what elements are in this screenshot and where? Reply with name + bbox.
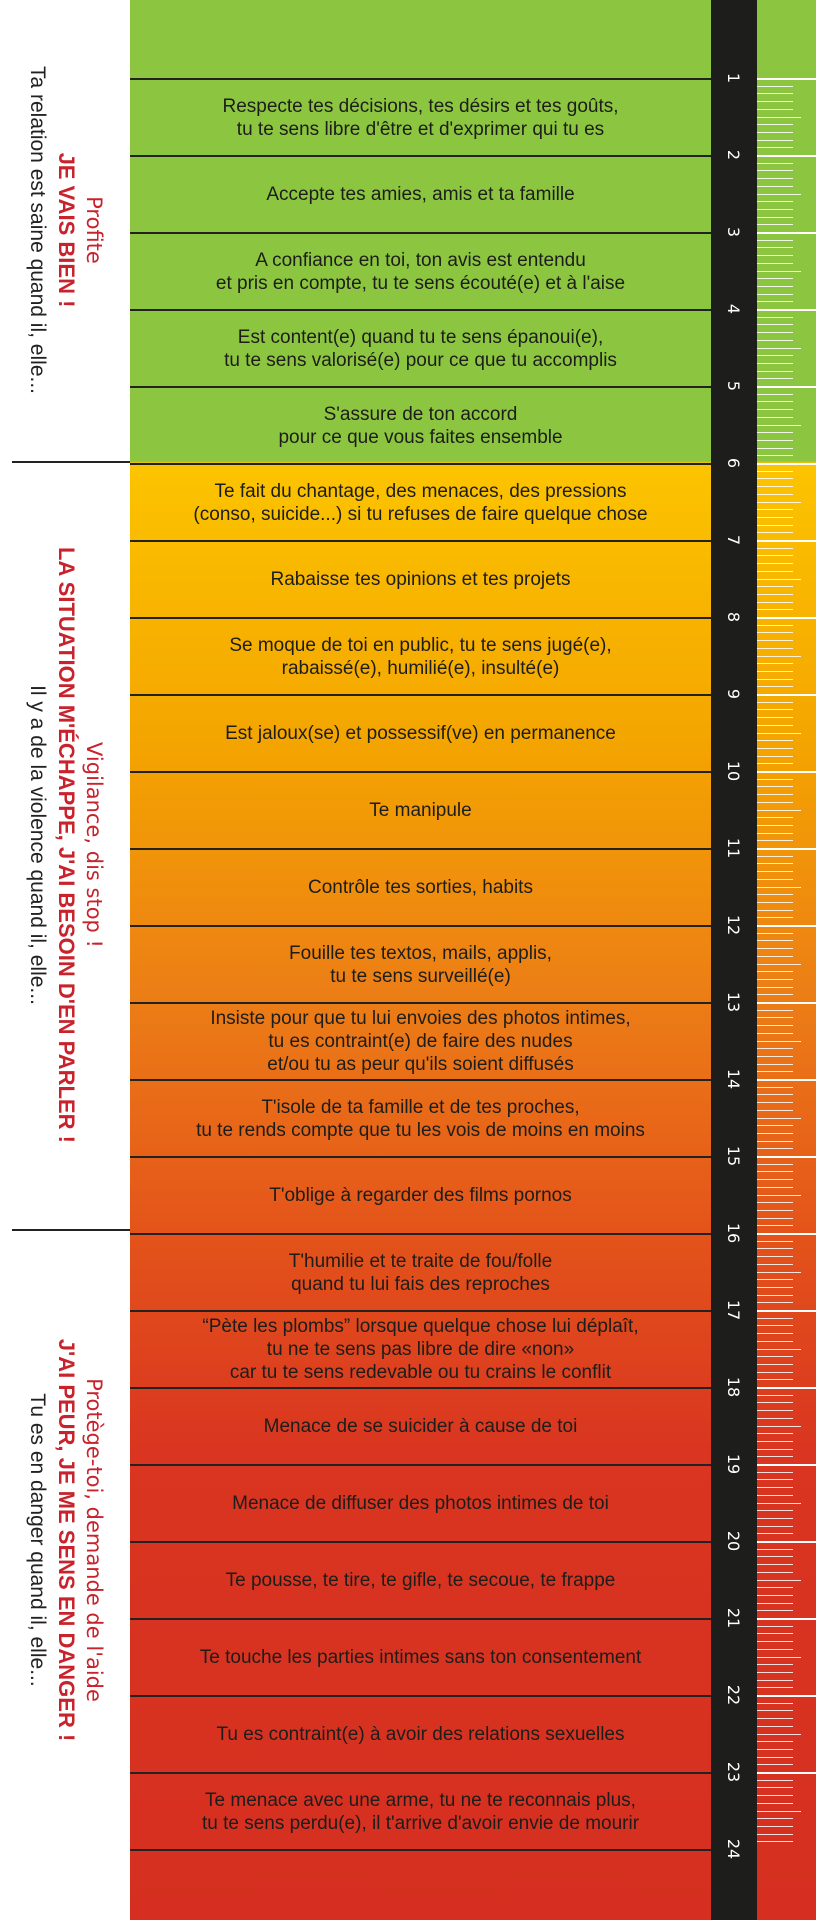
ruler-tick <box>757 1772 816 1774</box>
scale-number: 17 <box>724 1299 744 1321</box>
ruler-tick <box>757 1041 801 1042</box>
ruler-tick <box>757 232 816 234</box>
ruler-tick <box>757 640 793 641</box>
scale-item: Menace de diffuser des photos intimes de toi <box>232 1493 609 1514</box>
ruler-tick <box>757 1125 793 1126</box>
ruler-tick <box>757 1102 793 1103</box>
ruler-tick <box>757 1310 816 1312</box>
ruler-tick <box>757 571 793 572</box>
ruler-tick <box>757 1695 816 1697</box>
ruler-tick <box>757 301 793 302</box>
ruler-tick <box>757 1641 793 1642</box>
scale-item: Te pousse, te tire, te gifle, te secoue, te frappe <box>225 1570 616 1591</box>
ruler-tick <box>757 1110 793 1111</box>
scale-item: Est jaloux(se) et possessif(ve) en permanence <box>225 723 616 744</box>
ruler-tick <box>757 286 793 287</box>
ruler-tick <box>757 1503 801 1504</box>
scale-number: 10 <box>724 760 744 782</box>
scale-ruler <box>711 0 757 1920</box>
ruler-tick <box>757 86 793 87</box>
ruler-tick <box>757 1664 793 1665</box>
ruler-tick <box>757 1241 793 1242</box>
row-divider <box>130 1849 711 1851</box>
ruler-tick <box>757 1295 793 1296</box>
ruler-tick <box>757 1017 793 1018</box>
ruler-tick <box>757 1572 793 1573</box>
ruler-tick <box>757 1472 793 1473</box>
section-intro: Profite <box>82 196 106 264</box>
ruler-tick <box>757 1495 793 1496</box>
ruler-tick <box>757 1056 793 1057</box>
ruler-tick <box>757 625 793 626</box>
scale-number: 2 <box>724 149 744 161</box>
ruler-tick <box>757 656 801 657</box>
scale-item: Tu es contraint(e) à avoir des relations sexuelles <box>216 1724 625 1745</box>
section-label-healthy <box>15 5 115 455</box>
ruler-tick <box>757 1148 793 1149</box>
ruler-tick <box>757 1094 793 1095</box>
ruler-tick <box>757 1826 793 1827</box>
ruler-tick <box>757 987 793 988</box>
ruler-tick <box>757 1757 793 1758</box>
ruler-tick <box>757 1225 793 1226</box>
section-labels-column <box>0 0 130 1920</box>
ruler-tick <box>757 201 793 202</box>
ruler-tick <box>757 1841 793 1842</box>
ruler-tick <box>757 1603 793 1604</box>
scale-number: 13 <box>724 991 744 1013</box>
section-description: Ta relation est saine quand il, elle... <box>26 65 49 395</box>
ruler-tick <box>757 1364 793 1365</box>
scale-item: S'assure de ton accord pour ce que vous faites ensemble <box>278 403 563 448</box>
scale-number: 23 <box>724 1761 744 1783</box>
ruler-tick <box>757 894 793 895</box>
ruler-tick <box>757 371 793 372</box>
scale-number: 4 <box>724 303 744 315</box>
ruler-tick <box>757 632 793 633</box>
ruler-tick <box>757 1533 793 1534</box>
scale-number: 20 <box>724 1530 744 1552</box>
ruler-tick <box>757 240 793 241</box>
ruler-tick <box>757 1479 793 1480</box>
scale-number: 22 <box>724 1684 744 1706</box>
ruler-tick <box>757 401 793 402</box>
ruler-tick <box>757 648 793 649</box>
ruler-tick <box>757 609 793 610</box>
ruler-tick <box>757 871 793 872</box>
ruler-tick <box>757 1818 793 1819</box>
ruler-tick <box>757 771 816 773</box>
section-description: Il y a de la violence quand il, elle... <box>26 685 49 1005</box>
ruler-tick <box>757 502 801 503</box>
ruler-tick <box>757 1402 793 1403</box>
ruler-tick <box>757 348 801 349</box>
ruler-tick <box>757 1387 816 1389</box>
ruler-tick <box>757 1318 793 1319</box>
ruler-tick <box>757 332 793 333</box>
ruler-tick <box>757 1649 793 1650</box>
ruler-tick <box>757 717 793 718</box>
scale-number: 15 <box>724 1145 744 1167</box>
ruler-tick <box>757 1441 793 1442</box>
ruler-tick <box>757 140 793 141</box>
ruler-tick <box>757 940 793 941</box>
ruler-tick <box>757 186 793 187</box>
ruler-tick <box>757 563 793 564</box>
ruler-tick <box>757 1518 793 1519</box>
scale-number: 14 <box>724 1068 744 1090</box>
ruler-tick <box>757 1795 793 1796</box>
ruler-tick <box>757 363 793 364</box>
ruler-tick <box>757 1179 793 1180</box>
ruler-tick <box>757 1734 801 1735</box>
ruler-tick <box>757 694 816 696</box>
scale-item: Respecte tes décisions, tes désirs et tes goûts, tu te sens libre d'être et d'exprimer qui tu es <box>222 95 619 140</box>
ruler-tick <box>757 263 793 264</box>
ruler-tick <box>757 756 793 757</box>
ruler-tick <box>757 733 801 734</box>
ruler-tick <box>757 340 793 341</box>
ruler-tick <box>757 1610 793 1611</box>
ruler-tick <box>757 1218 793 1219</box>
ruler-tick <box>757 1325 793 1326</box>
ruler-tick <box>757 1418 793 1419</box>
ruler-tick <box>757 817 793 818</box>
ruler-tick <box>757 471 793 472</box>
ruler-tick <box>757 1749 793 1750</box>
ruler-tick <box>757 887 801 888</box>
ruler-tick <box>757 1287 793 1288</box>
scale-item: “Pète les plombs” lorsque quelque chose lui déplaît, tu ne te sens pas libre de dire «non» car tu te sens redevable ou tu crains le conflit <box>202 1316 639 1383</box>
ruler-tick <box>757 147 793 148</box>
section-description: Tu es en danger quand il, elle... <box>26 1393 49 1687</box>
ruler-tick <box>757 679 793 680</box>
scale-item: T'oblige à regarder des films pornos <box>269 1185 572 1206</box>
ruler-tick <box>757 178 793 179</box>
ruler-tick <box>757 1426 801 1427</box>
ruler-tick <box>757 910 793 911</box>
scale-item: Menace de se suicider à cause de toi <box>263 1416 578 1437</box>
scale-number: 3 <box>724 226 744 238</box>
ruler-tick <box>757 933 793 934</box>
ruler-tick <box>757 1595 793 1596</box>
ruler-tick <box>757 1687 793 1688</box>
ruler-tick <box>757 1549 793 1550</box>
ruler-tick <box>757 1580 801 1581</box>
ruler-tick <box>757 294 793 295</box>
ruler-tick <box>757 1256 793 1257</box>
section-intro: Protège-toi, demande de l'aide <box>82 1378 106 1702</box>
ruler-tick <box>757 1372 793 1373</box>
ruler-tick <box>757 548 793 549</box>
ruler-tick <box>757 779 793 780</box>
ruler-tick <box>757 1195 801 1196</box>
ruler-tick <box>757 255 793 256</box>
scale-number: 16 <box>724 1222 744 1244</box>
ruler-tick <box>757 386 816 388</box>
ruler-tick <box>757 1811 801 1812</box>
scale-number: 21 <box>724 1607 744 1629</box>
scale-number: 19 <box>724 1453 744 1475</box>
ruler-tick <box>757 224 793 225</box>
ruler-tick <box>757 1618 816 1620</box>
scale-number: 1 <box>724 72 744 84</box>
scale-number: 6 <box>724 457 744 469</box>
ruler-tick <box>757 194 801 195</box>
ruler-tick <box>757 440 793 441</box>
ruler-tick <box>757 455 793 456</box>
ruler-tick <box>757 309 816 311</box>
ruler-tick <box>757 555 793 556</box>
ruler-tick <box>757 1587 793 1588</box>
ruler-tick <box>757 1672 793 1673</box>
ruler-tick <box>757 840 793 841</box>
ruler-tick <box>757 124 793 125</box>
ruler-tick <box>757 1787 793 1788</box>
ruler-tick <box>757 1187 793 1188</box>
ruler-tick <box>757 1633 793 1634</box>
ruler-tick <box>757 748 793 749</box>
ruler-tick <box>757 1510 793 1511</box>
ruler-tick <box>757 1395 793 1396</box>
ruler-tick <box>757 1556 793 1557</box>
ruler-tick <box>757 1133 793 1134</box>
ruler-tick <box>757 971 793 972</box>
ruler-tick <box>757 686 793 687</box>
ruler-tick <box>757 956 793 957</box>
ruler-tick <box>757 1171 793 1172</box>
ruler-tick <box>757 1118 801 1119</box>
scale-item: Insiste pour que tu lui envoies des photos intimes, tu es contraint(e) de faire des nudes et/ou tu as peur qu'ils soient diffusés <box>210 1008 631 1075</box>
scale-item: Te manipule <box>369 800 472 821</box>
ruler-tick <box>757 394 793 395</box>
ruler-tick <box>757 1703 793 1704</box>
ruler-tick <box>757 1464 816 1466</box>
ruler-tick <box>757 417 793 418</box>
ruler-tick <box>757 1071 793 1072</box>
ruler-tick <box>757 1087 793 1088</box>
ruler-tick <box>757 1349 801 1350</box>
section-intro: Vigilance, dis stop ! <box>82 742 106 948</box>
ruler-tick <box>757 1048 793 1049</box>
scale-item: T'isole de ta famille et de tes proches, tu te rends compte que tu les vois de moins en moins <box>196 1096 645 1141</box>
ruler-tick <box>757 1780 793 1781</box>
ruler-tick <box>757 863 793 864</box>
ruler-tick <box>757 1626 793 1627</box>
ruler-tick <box>757 217 793 218</box>
scale-number: 7 <box>724 534 744 546</box>
ruler-tick <box>757 1526 793 1527</box>
ruler-tick <box>757 101 793 102</box>
ruler-tick <box>757 1248 793 1249</box>
ruler-tick <box>757 1379 793 1380</box>
ruler-tick <box>757 586 793 587</box>
section-heading: J'AI PEUR, JE ME SENS EN DANGER ! <box>54 1338 79 1742</box>
ruler-tick <box>757 1341 793 1342</box>
ruler-tick <box>757 1710 793 1711</box>
ruler-tick <box>757 247 793 248</box>
ruler-tick <box>757 579 801 580</box>
scale-number: 24 <box>724 1838 744 1860</box>
ruler-tick <box>757 833 793 834</box>
ruler-tick <box>757 163 793 164</box>
ruler-tick <box>757 494 793 495</box>
ruler-tick <box>757 925 816 927</box>
ruler-tick <box>757 1002 816 1004</box>
scale-number: 18 <box>724 1376 744 1398</box>
ruler-tick <box>757 432 793 433</box>
ruler-tick <box>757 709 793 710</box>
ruler-tick <box>757 1210 793 1211</box>
ruler-tick <box>757 1202 793 1203</box>
ruler-tick <box>757 1079 816 1081</box>
ruler-tick <box>757 78 816 80</box>
ruler-tick <box>757 902 793 903</box>
ruler-tick <box>757 725 793 726</box>
ruler-tick <box>757 1164 793 1165</box>
ruler-tick <box>757 1010 793 1011</box>
ruler-tick <box>757 132 793 133</box>
ruler-tick <box>757 155 816 157</box>
ruler-tick <box>757 1456 793 1457</box>
section-label-danger <box>15 1200 115 1880</box>
ruler-tick <box>757 1764 793 1765</box>
ruler-tick <box>757 525 793 526</box>
ruler-tick <box>757 802 793 803</box>
ruler-tick <box>757 786 793 787</box>
scale-number: 5 <box>724 380 744 392</box>
ruler-tick <box>757 532 793 533</box>
ruler-tick <box>757 1726 793 1727</box>
ruler-tick <box>757 1410 793 1411</box>
ruler-tick <box>757 1449 793 1450</box>
scale-item: Se moque de toi en public, tu te sens jugé(e), rabaissé(e), humilié(e), insulté(e) <box>229 634 612 679</box>
ruler-tick <box>757 109 793 110</box>
ruler-tick <box>757 355 793 356</box>
ruler-tick <box>757 117 801 118</box>
ruler-tick <box>757 1272 801 1273</box>
ruler-tick <box>757 825 793 826</box>
scale-item: A confiance en toi, ton avis est entendu et pris en compte, tu te sens écouté(e) et à l'aise <box>215 249 626 294</box>
ruler-tick <box>757 378 793 379</box>
ruler-tick <box>757 540 816 542</box>
section-label-violence <box>15 435 115 1255</box>
ruler-tick <box>757 1433 793 1434</box>
ruler-tick <box>757 994 793 995</box>
violence-scale-list <box>130 0 711 1920</box>
ruler-tick <box>757 324 793 325</box>
ruler-tick <box>757 1741 793 1742</box>
scale-number: 11 <box>724 837 744 859</box>
scale-item: Rabaisse tes opinions et tes projets <box>270 569 571 590</box>
ruler-tick <box>757 509 793 510</box>
ruler-tick <box>757 278 793 279</box>
ruler-ticks <box>757 0 816 1920</box>
ruler-tick <box>757 1279 793 1280</box>
scale-item: Est content(e) quand tu te sens épanoui(e), tu te sens valorisé(e) pour ce que tu accomplis <box>224 326 617 371</box>
ruler-tick <box>757 617 816 619</box>
ruler-tick <box>757 879 793 880</box>
ruler-tick <box>757 1333 793 1334</box>
scale-item: Fouille tes textos, mails, applis, tu te sens surveillé(e) <box>289 942 552 987</box>
section-heading: LA SITUATION M'ÉCHAPPE, J'AI BESOIN D'EN PARLER ! <box>54 547 79 1143</box>
ruler-tick <box>757 1356 793 1357</box>
ruler-tick <box>757 848 816 850</box>
ruler-tick <box>757 702 793 703</box>
ruler-tick <box>757 1233 816 1235</box>
ruler-tick <box>757 1487 793 1488</box>
ruler-tick <box>757 740 793 741</box>
scale-item: Te fait du chantage, des menaces, des pressions (conso, suicide...) si tu refuses de faire quelque chose <box>193 480 648 525</box>
ruler-tick <box>757 1064 793 1065</box>
ruler-tick <box>757 1803 793 1804</box>
ruler-tick <box>757 948 793 949</box>
scale-number: 12 <box>724 914 744 936</box>
ruler-tick <box>757 478 793 479</box>
ruler-tick <box>757 486 793 487</box>
ruler-tick <box>757 1657 801 1658</box>
ruler-tick <box>757 170 793 171</box>
ruler-tick <box>757 810 801 811</box>
ruler-tick <box>757 964 801 965</box>
ruler-tick <box>757 1156 816 1158</box>
scale-number: 8 <box>724 611 744 623</box>
ruler-tick <box>757 409 793 410</box>
ruler-tick <box>757 209 793 210</box>
ruler-tick <box>757 856 793 857</box>
ruler-tick <box>757 1718 793 1719</box>
ruler-tick <box>757 1564 793 1565</box>
ruler-tick <box>757 448 793 449</box>
scale-item: Accepte tes amies, amis et ta famille <box>266 184 575 205</box>
ruler-tick <box>757 594 793 595</box>
ruler-tick <box>757 317 793 318</box>
ruler-tick <box>757 1541 816 1543</box>
section-heading: JE VAIS BIEN ! <box>54 152 79 308</box>
ruler-tick <box>757 1264 793 1265</box>
ruler-tick <box>757 1025 793 1026</box>
ruler-tick <box>757 602 793 603</box>
ruler-tick <box>757 93 793 94</box>
ruler-tick <box>757 271 801 272</box>
ruler-tick <box>757 517 793 518</box>
ruler-tick <box>757 763 793 764</box>
ruler-tick <box>757 1834 793 1835</box>
ruler-tick <box>757 425 801 426</box>
scale-item: T'humilie et te traite de fou/folle quand tu lui fais des reproches <box>288 1250 553 1295</box>
ruler-tick <box>757 1033 793 1034</box>
ruler-tick <box>757 671 793 672</box>
ruler-tick <box>757 794 793 795</box>
ruler-tick <box>757 663 793 664</box>
ruler-tick <box>757 463 816 465</box>
ruler-tick <box>757 1302 793 1303</box>
scale-item: Te menace avec une arme, tu ne te reconnais plus, tu te sens perdu(e), il t'arrive d'avoir envie de mourir <box>201 1789 640 1834</box>
ruler-tick <box>757 1680 793 1681</box>
ruler-tick <box>757 1141 793 1142</box>
ruler-tick <box>757 917 793 918</box>
scale-number: 9 <box>724 688 744 700</box>
scale-item: Contrôle tes sorties, habits <box>308 877 533 898</box>
ruler-tick <box>757 979 793 980</box>
scale-item: Te touche les parties intimes sans ton consentement <box>199 1647 642 1668</box>
